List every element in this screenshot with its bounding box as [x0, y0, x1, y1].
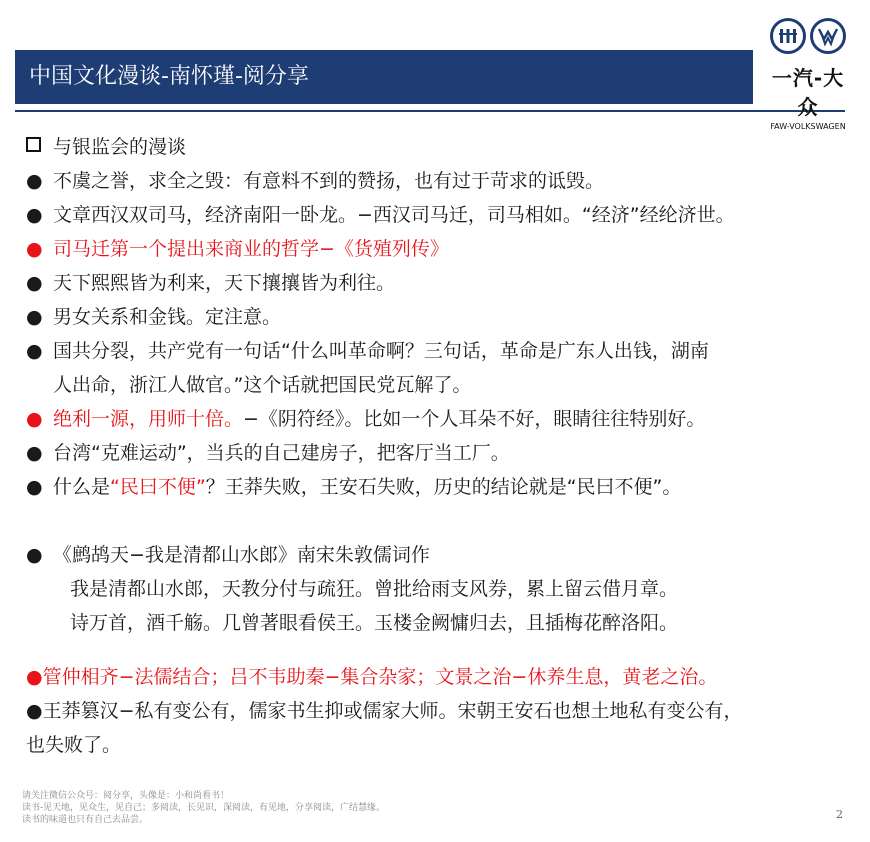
footer-note: 请关注微信公众号：阅分享，头像是：小和尚看书！ 读书-见天地，见众生，见自己；多阅读，长见识，深阅读，有见地，分享阅读，广结慧缘。 读书的味道也只有自己去品尝。 [22, 791, 386, 825]
bullet-item-continuation: 人出命，浙江人做官。”这个话就把国民党瓦解了。 [53, 374, 472, 396]
summary-item: ●王莽篡汉−私有变公有，儒家书生抑或儒家大师。宋朝王安石也想土地私有变公有， [26, 700, 743, 722]
bullet-dot-icon: ● [26, 476, 43, 498]
title-divider [15, 110, 845, 112]
poem-line: 我是清都山水郎，天教分付与疏狂。曾批给雨支风券，累上留云借月章。 [70, 578, 679, 600]
bullet-item: ● 男女关系和金钱。定注意。 [26, 300, 856, 334]
section-heading: 与银监会的漫谈 [26, 130, 856, 164]
summary-item-continuation: 也失败了。 [26, 734, 122, 756]
bullet-item: ● 天下熙熙皆为利来，天下攘攘皆为利往。 [26, 266, 856, 300]
bullet-item: ● 文章西汉双司马，经济南阳一卧龙。−西汉司马迁，司马相如。“经济”经纶济世。 [26, 198, 856, 232]
bullet-dot-icon: ● [26, 442, 43, 464]
bullet-dot-icon: ● [26, 170, 43, 192]
page-number: 2 [836, 808, 843, 821]
poem-line: 诗万首，酒千觞。几曾著眼看侯王。玉楼金阙慵归去，且插梅花醉洛阳。 [70, 612, 679, 634]
bullet-item: ● 国共分裂，共产党有一句话“什么叫革命啊？三句话，革命是广东人出钱，湖南 [26, 334, 856, 368]
bullet-dot-icon: ● [26, 306, 43, 328]
bullet-item: ● 不虞之誉，求全之毁：有意料不到的赞扬，也有过于苛求的诋毁。 [26, 164, 856, 198]
bullet-item: ● 《鹧鸪天−我是清都山水郎》南宋朱敦儒词作 [26, 538, 856, 572]
faw-emblem-icon [770, 18, 806, 54]
logo-text-cn: 一汽-大众 [771, 66, 845, 119]
logo-text-en: FAW-VOLKSWAGEN [770, 122, 846, 131]
bullet-item: ● 什么是“民曰不便”？王莽失败，王安石失败，历史的结论就是“民曰不便”。 [26, 470, 856, 504]
checkbox-square-icon [26, 137, 41, 152]
bullet-dot-icon: ● [26, 340, 43, 362]
slide-title: 中国文化漫谈-南怀瑾-阅分享 [15, 50, 753, 104]
bullet-item: ● 绝利一源，用师十倍。−《阴符经》。比如一个人耳朵不好，眼睛往往特别好。 [26, 402, 856, 436]
summary-highlight: ●管仲相齐−法儒结合；吕不韦助秦−集合杂家；文景之治−休养生息，黄老之治。 [26, 666, 718, 688]
vw-emblem-icon [810, 18, 846, 54]
bullet-dot-icon: ● [26, 204, 43, 226]
bullet-item: ● 台湾“克难运动”，当兵的自己建房子，把客厅当工厂。 [26, 436, 856, 470]
bullet-dot-icon: ● [26, 238, 43, 260]
faw-vw-logo [763, 18, 853, 131]
bullet-item-highlight: ● 司马迁第一个提出来商业的哲学−《货殖列传》 [26, 232, 856, 266]
bullet-dot-icon: ● [26, 544, 43, 566]
slide-body [26, 130, 856, 762]
bullet-dot-icon: ● [26, 272, 43, 294]
bullet-dot-icon: ● [26, 408, 43, 430]
